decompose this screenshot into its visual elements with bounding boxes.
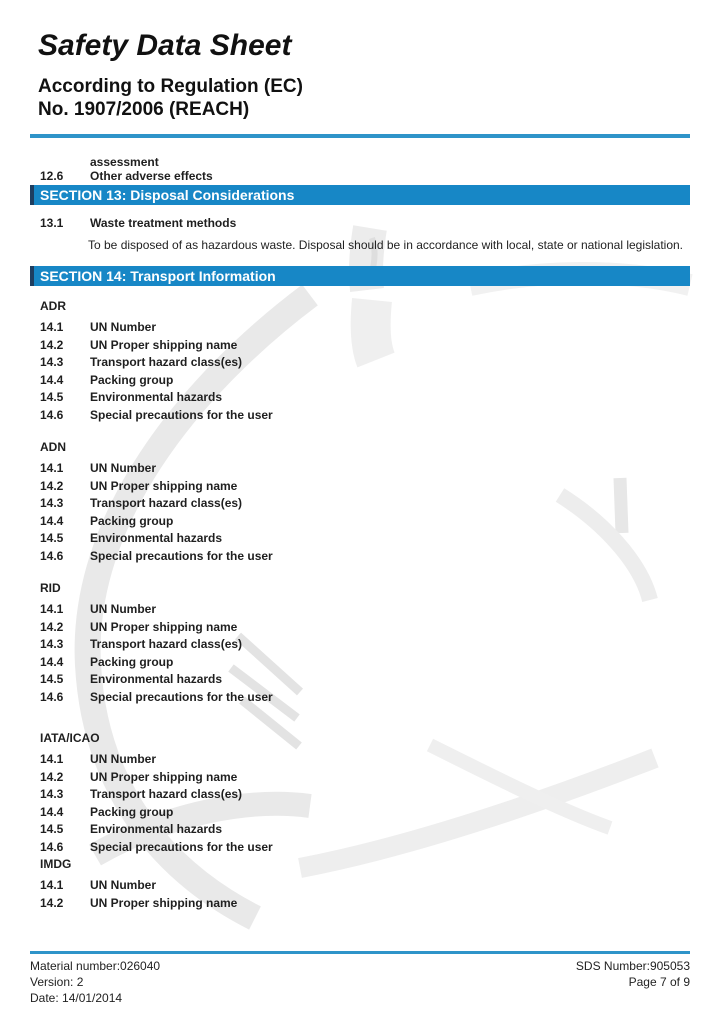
- transport-item: [30, 530, 690, 548]
- transport-group-imdg: [30, 856, 690, 912]
- transport-item: [30, 495, 690, 513]
- item-label: Packing group: [90, 804, 174, 819]
- item-number: 14.4: [40, 372, 64, 387]
- item-label: Packing group: [90, 513, 174, 528]
- transport-item: [30, 804, 690, 822]
- page-number: Page 7 of 9: [628, 975, 690, 989]
- transport-item: [30, 654, 690, 672]
- item-label: UN Proper shipping name: [90, 478, 238, 493]
- transport-item: [30, 478, 690, 496]
- item-number: 14.6: [40, 407, 64, 422]
- item-number: 14.4: [40, 654, 64, 669]
- regulation-line-2: No. 1907/2006 (REACH): [38, 99, 250, 120]
- item-label: UN Number: [90, 461, 157, 475]
- item-number: 14.3: [40, 496, 64, 510]
- transport-item: [30, 513, 690, 531]
- item-label: Special precautions for the user: [90, 407, 273, 422]
- transport-item: [30, 619, 690, 637]
- item-number: 14.2: [40, 337, 64, 352]
- item-number: 14.5: [40, 672, 64, 686]
- section-13-header-bar: SECTION 13: Disposal Considerations: [30, 185, 690, 205]
- item-number: 14.4: [40, 513, 64, 528]
- item-label: UN Proper shipping name: [90, 619, 238, 634]
- item-label: Environmental hazards: [90, 672, 223, 686]
- item-number: 14.2: [40, 619, 64, 634]
- section-14-header-bar: SECTION 14: Transport Information: [30, 266, 690, 286]
- item-label: Environmental hazards: [90, 390, 223, 404]
- item-label: UN Number: [90, 320, 157, 334]
- header-divider-rule: [30, 134, 690, 138]
- item-label: Transport hazard class(es): [90, 496, 243, 510]
- item-number: 14.2: [40, 478, 64, 493]
- transport-item: [30, 786, 690, 804]
- transport-item: [30, 407, 690, 425]
- carryover-row: [30, 155, 690, 169]
- transport-group-adr: [30, 298, 690, 424]
- item-label: Special precautions for the user: [90, 548, 273, 563]
- transport-item: [30, 839, 690, 857]
- material-number: Material number:026040: [30, 959, 161, 973]
- item-label: Transport hazard class(es): [90, 637, 243, 651]
- item-label: Transport hazard class(es): [90, 787, 243, 801]
- item-number: 14.5: [40, 822, 64, 836]
- item-number: 14.3: [40, 787, 64, 801]
- transport-group-name: ADR: [40, 299, 66, 313]
- footer-divider-rule: [30, 951, 690, 954]
- item-number: 14.4: [40, 804, 64, 819]
- transport-group-adn: [30, 439, 690, 565]
- item-number: 14.6: [40, 839, 64, 854]
- transport-group-name: IMDG: [40, 857, 72, 871]
- transport-group-iata-icao: [30, 730, 690, 856]
- item-13-1-label: Waste treatment methods: [90, 216, 237, 230]
- document-header: [0, 0, 724, 121]
- item-13-1-number: 13.1: [40, 216, 64, 230]
- item-number: 14.5: [40, 531, 64, 545]
- item-label: UN Proper shipping name: [90, 769, 238, 784]
- transport-group-name: IATA/ICAO: [40, 731, 100, 745]
- transport-item: [30, 751, 690, 769]
- carryover-text: assessment: [90, 155, 159, 169]
- item-number: 14.2: [40, 895, 64, 910]
- item-label: Packing group: [90, 372, 174, 387]
- item-13-1-row: [30, 216, 690, 230]
- regulation-subtitle: [38, 75, 690, 121]
- item-number: 14.1: [40, 320, 64, 334]
- transport-item: [30, 460, 690, 478]
- transport-item: [30, 389, 690, 407]
- transport-item: [30, 877, 690, 895]
- item-number: 14.5: [40, 390, 64, 404]
- date: Date: 14/01/2014: [30, 991, 123, 1005]
- item-number: 14.6: [40, 689, 64, 704]
- item-number: 14.1: [40, 461, 64, 475]
- transport-item: [30, 895, 690, 913]
- transport-item: [30, 601, 690, 619]
- section-12-fragment: [0, 155, 724, 183]
- transport-item: [30, 769, 690, 787]
- item-label: Environmental hazards: [90, 531, 223, 545]
- footer-right-block: [576, 958, 690, 1006]
- item-number: 14.6: [40, 548, 64, 563]
- item-label: UN Number: [90, 752, 157, 766]
- footer-left-block: [30, 958, 160, 1006]
- item-number: 14.3: [40, 637, 64, 651]
- disposal-body-text: To be disposed of as hazardous waste. Disposal should be in accordance with local, state or national legislation.: [88, 238, 684, 252]
- item-number: 14.1: [40, 878, 64, 892]
- transport-item: [30, 671, 690, 689]
- carryover-number-spacer: [30, 155, 90, 169]
- regulation-line-1: According to Regulation (EC): [38, 76, 303, 97]
- transport-item: [30, 354, 690, 372]
- transport-item: [30, 636, 690, 654]
- item-label: UN Proper shipping name: [90, 895, 238, 910]
- item-12-6-label: Other adverse effects: [90, 169, 213, 183]
- item-number: 14.2: [40, 769, 64, 784]
- item-label: Special precautions for the user: [90, 689, 273, 704]
- transport-group-rid: [30, 580, 690, 706]
- transport-item: [30, 548, 690, 566]
- transport-item: [30, 821, 690, 839]
- version: Version: 2: [30, 975, 84, 989]
- transport-item: [30, 319, 690, 337]
- transport-item: [30, 337, 690, 355]
- item-12-6-row: [30, 169, 690, 183]
- item-number: 14.3: [40, 355, 64, 369]
- transport-item: [30, 372, 690, 390]
- item-label: Packing group: [90, 654, 174, 669]
- item-label: Special precautions for the user: [90, 839, 273, 854]
- item-12-6-number: 12.6: [40, 169, 64, 183]
- item-label: UN Number: [90, 602, 157, 616]
- item-label: Environmental hazards: [90, 822, 223, 836]
- item-label: UN Number: [90, 878, 157, 892]
- item-label: UN Proper shipping name: [90, 337, 238, 352]
- sds-number: SDS Number:905053: [575, 959, 690, 973]
- item-number: 14.1: [40, 602, 64, 616]
- document-title: Safety Data Sheet: [38, 29, 292, 62]
- item-label: Transport hazard class(es): [90, 355, 243, 369]
- transport-group-name: RID: [40, 581, 61, 595]
- page-footer: [30, 951, 690, 1006]
- item-number: 14.1: [40, 752, 64, 766]
- transport-group-name: ADN: [40, 440, 66, 454]
- transport-item: [30, 689, 690, 707]
